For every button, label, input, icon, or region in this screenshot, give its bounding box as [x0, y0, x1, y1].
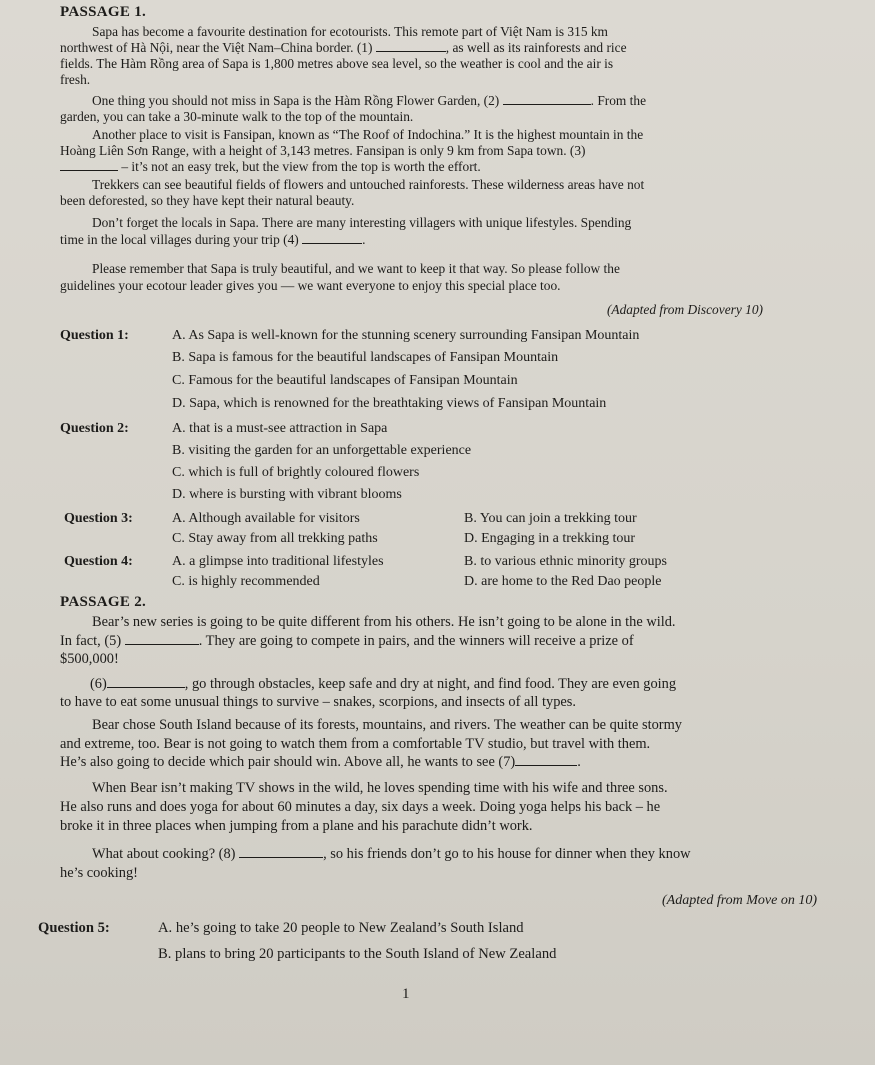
passage-2-line: He also runs and does yoga for about 60 minutes a day, six days a week. Doing yoga helps his back – he — [60, 799, 661, 815]
question-2-option-a[interactable]: A. that is a must-see attraction in Sapa — [172, 421, 388, 436]
passage-2-line: (6) , go through obstacles, keep safe and dry at night, and find food. They are even going — [90, 676, 677, 692]
passage-1-line: time in the local villages during your trip (4) . — [60, 232, 366, 247]
passage-1-line: northwest of Hà Nội, near the Việt Nam–China border. (1) , as well as its rainforests and rice — [60, 40, 627, 55]
passage-2-source: (Adapted from Move on 10) — [662, 893, 817, 908]
passage-1-line: Hoàng Liên Sơn Range, with a height of 3,143 metres. Fansipan is only 9 km from Sapa town. (3) — [60, 143, 586, 158]
blank-5 — [125, 633, 199, 645]
passage-2-line: When Bear isn’t making TV shows in the wild, he loves spending time with his wife and three sons. — [92, 780, 668, 796]
blank-1 — [376, 40, 446, 52]
passage-1-source: (Adapted from Discovery 10) — [606, 302, 763, 317]
blank-6 — [107, 676, 185, 688]
passage-2-line: and extreme, too. Bear is not going to watch them from a comfortable TV studio, but travel with them. — [60, 736, 651, 752]
question-3-label: Question 3: — [64, 511, 133, 526]
passage-2-line: broke it in three places when jumping from a plane and his parachute didn’t work. — [60, 818, 533, 834]
passage-2-line: He’s also going to decide which pair should win. Above all, he wants to see (7) . — [60, 754, 581, 770]
blank-4 — [302, 232, 362, 244]
passage-1-line: Trekkers can see beautiful fields of flowers and untouched rainforests. These wilderness areas have not — [92, 177, 645, 192]
passage-2-line: What about cooking? (8) , so his friends don’t go to his house for dinner when they know — [92, 846, 691, 862]
question-3-option-d[interactable]: D. Engaging in a trekking tour — [464, 531, 636, 546]
passage-1-line: garden, you can take a 30-minute walk to the top of the mountain. — [60, 109, 414, 124]
passage-2-heading: PASSAGE 2. — [60, 594, 147, 610]
passage-2-line: Bear’s new series is going to be quite different from his others. He isn’t going to be alone in the wild. — [92, 614, 676, 630]
question-1-option-d[interactable]: D. Sapa, which is renowned for the breathtaking views of Fansipan Mountain — [172, 396, 607, 411]
question-4-option-d[interactable]: D. are home to the Red Dao people — [464, 574, 662, 589]
question-2-option-d[interactable]: D. where is bursting with vibrant blooms — [172, 487, 402, 502]
question-1-option-b[interactable]: B. Sapa is famous for the beautiful landscapes of Fansipan Mountain — [172, 350, 559, 365]
question-1-option-a[interactable]: A. As Sapa is well-known for the stunning scenery surrounding Fansipan Mountain — [172, 328, 640, 343]
blank-7 — [515, 754, 577, 766]
passage-2-line: he’s cooking! — [60, 865, 138, 881]
blank-2 — [503, 93, 591, 105]
question-2-label: Question 2: — [60, 421, 129, 436]
blank-3 — [60, 159, 118, 171]
question-4-option-c[interactable]: C. is highly recommended — [172, 574, 320, 589]
passage-1-line: been deforested, so they have kept their natural beauty. — [60, 193, 355, 208]
passage-2-line: In fact, (5) . They are going to compete in pairs, and the winners will receive a prize of — [60, 633, 634, 649]
question-3-option-b[interactable]: B. You can join a trekking tour — [464, 511, 637, 526]
passage-1-line: Please remember that Sapa is truly beautiful, and we want to keep it that way. So please follow the — [92, 261, 620, 276]
passage-1-line: guidelines your ecotour leader gives you — we want everyone to enjoy this special place too. — [60, 278, 561, 293]
passage-1-line: Sapa has become a favourite destination for ecotourists. This remote part of Việt Nam is 315 km — [92, 24, 608, 39]
passage-1-line: Don’t forget the locals in Sapa. There are many interesting villagers with unique lifestyles. Spending — [92, 215, 632, 230]
question-4-option-a[interactable]: A. a glimpse into traditional lifestyles — [172, 554, 384, 569]
passage-2-line: Bear chose South Island because of its forests, mountains, and rivers. The weather can be quite stormy — [92, 717, 682, 733]
passage-1-line: Another place to visit is Fansipan, known as “The Roof of Indochina.” It is the highest mountain in the — [92, 127, 644, 142]
passage-2-line: $500,000! — [60, 651, 119, 667]
passage-1-line: – it’s not an easy trek, but the view from the top is worth the effort. — [60, 159, 481, 175]
question-1-label: Question 1: — [60, 328, 129, 343]
passage-2-line: to have to eat some unusual things to survive – snakes, scorpions, and insects of all types. — [60, 694, 576, 710]
question-5-label: Question 5: — [38, 920, 110, 936]
question-3-option-a[interactable]: A. Although available for visitors — [172, 511, 360, 526]
question-5-option-a[interactable]: A. he’s going to take 20 people to New Zealand’s South Island — [158, 920, 524, 936]
question-1-option-c[interactable]: C. Famous for the beautiful landscapes of Fansipan Mountain — [172, 373, 518, 388]
question-3-option-c[interactable]: C. Stay away from all trekking paths — [172, 531, 378, 546]
question-4-option-b[interactable]: B. to various ethnic minority groups — [464, 554, 667, 569]
question-5-option-b[interactable]: B. plans to bring 20 participants to the South Island of New Zealand — [158, 946, 557, 962]
question-2-option-c[interactable]: C. which is full of brightly coloured flowers — [172, 465, 420, 480]
question-2-option-b[interactable]: B. visiting the garden for an unforgettable experience — [172, 443, 472, 458]
passage-1-line: fields. The Hàm Rồng area of Sapa is 1,800 metres above sea level, so the weather is cool and the air is — [60, 56, 614, 71]
question-4-label: Question 4: — [64, 554, 133, 569]
passage-1-line: One thing you should not miss in Sapa is the Hàm Rồng Flower Garden, (2) . From the — [92, 93, 647, 108]
passage-1-heading: PASSAGE 1. — [60, 4, 147, 20]
passage-1-line: fresh. — [60, 72, 91, 87]
blank-8 — [239, 846, 323, 858]
page-number: 1 — [402, 986, 410, 1002]
